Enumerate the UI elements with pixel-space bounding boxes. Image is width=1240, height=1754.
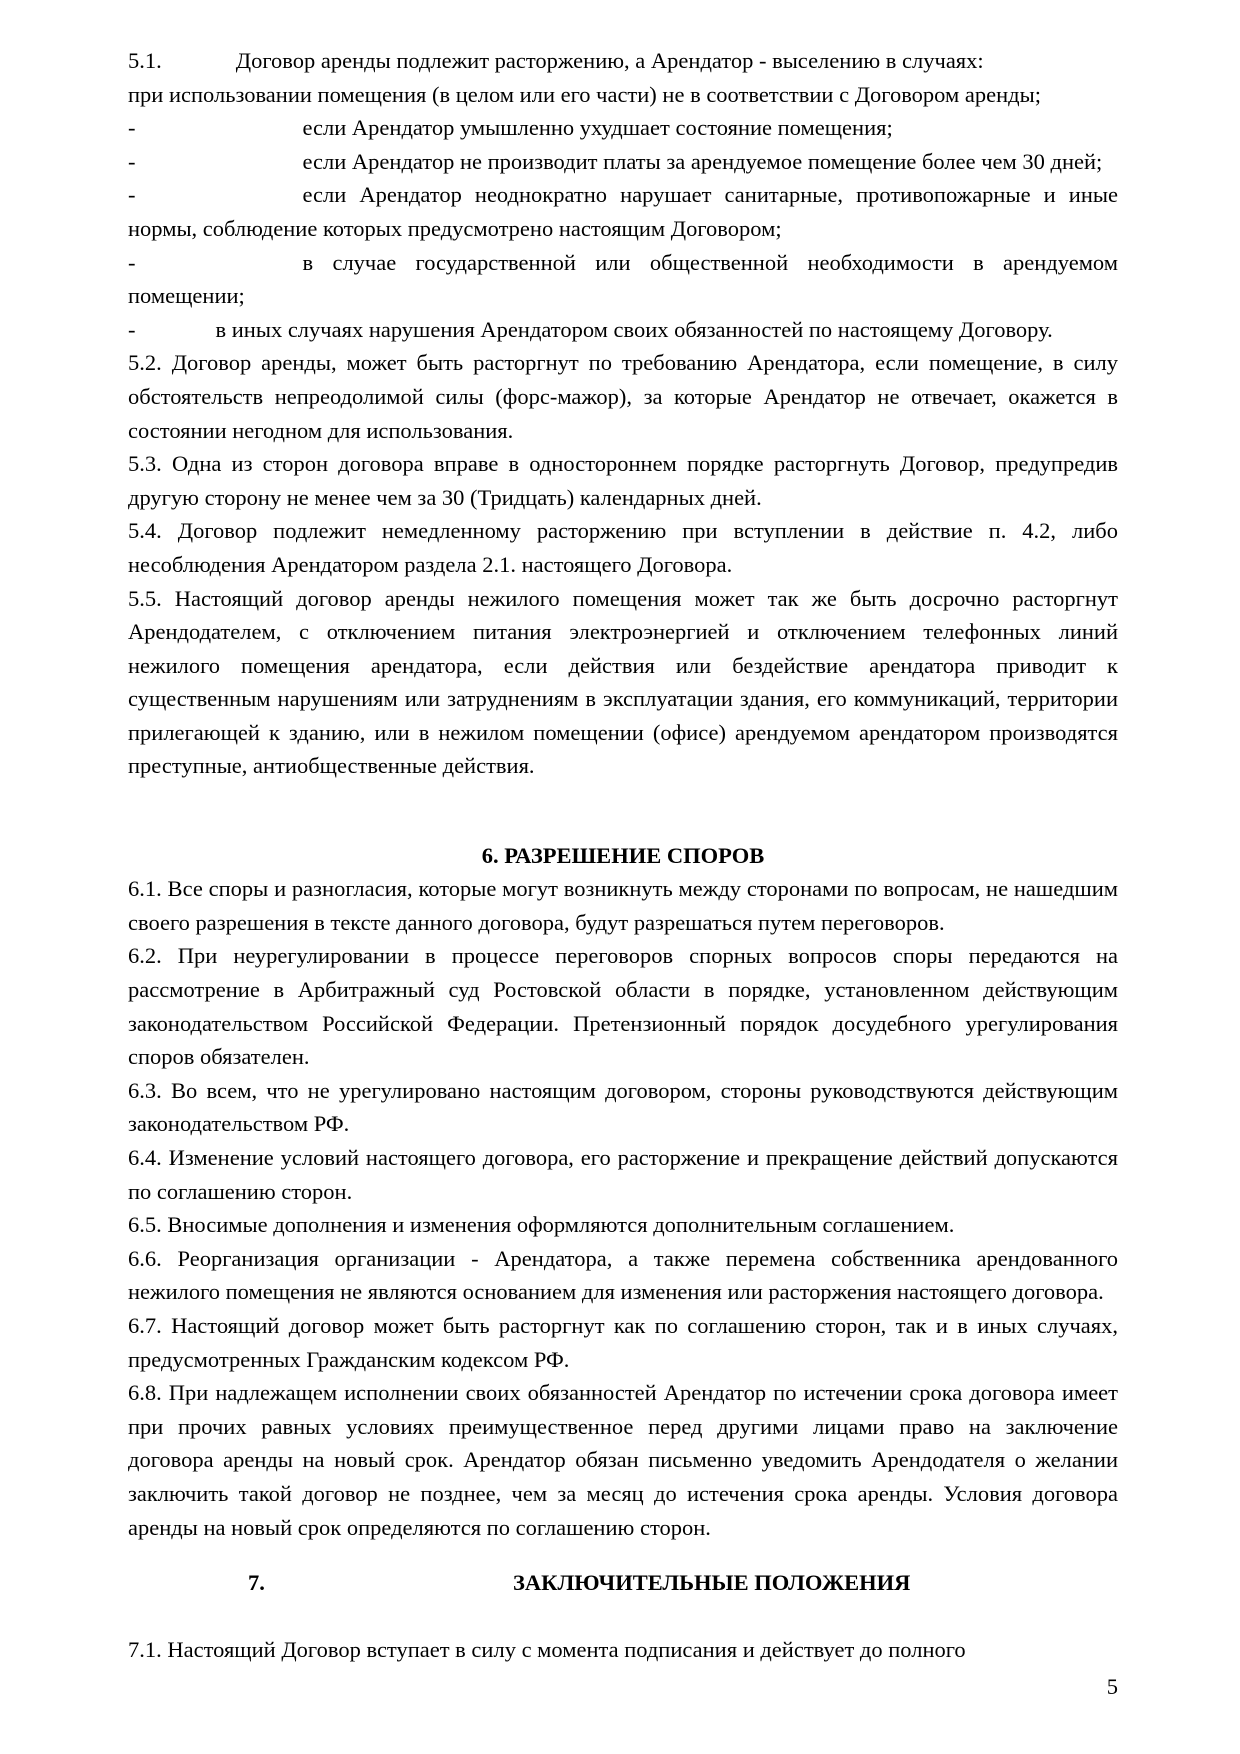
- section-gap: [128, 1600, 1118, 1634]
- clause-5-1: [128, 44, 1118, 78]
- clause-5-5: 5.5. Настоящий договор аренды нежилого помещения может так же быть досрочно расторгнут Арендодателем, с отключением питания электроэнергией и отключением телефонных линий нежилого помещения арендатора, если действия или бездействие арендатора приводит к существенным нарушениям или затруднениям в эксплуатации здания, его коммуникаций, территории прилегающей к зданию, или в нежилом помещении (офисе) арендуемом арендатором производятся преступные, антиобщественные действия.: [128, 585, 1118, 779]
- bullet-text: в случае государственной или общественной необходимости в арендуемом помещении;: [128, 249, 1118, 309]
- section-7-heading-number: 7.: [248, 1570, 265, 1596]
- clause-6-8: 6.8. При надлежащем исполнении своих обязанностей Арендатор по истечении срока договора имеет при прочих равных условиях преимущественное перед другими лицами право на заключение договора аренды на новый срок. Арендатор обязан письменно уведомить Арендодателя о желании заключить такой договор не позднее, чем за месяц до истечения срока аренды. Условия договора аренды на новый срок определяются по соглашению сторон.: [128, 1380, 1118, 1540]
- clause-6-6: 6.6. Реорганизация организации - Арендатора, а также перемена собственника арендованного нежилого помещения не являются основанием для изменения или расторжения настоящего договора.: [128, 1245, 1118, 1305]
- clause-7-1: 7.1. Настоящий Договор вступает в силу с момента подписания и действует до полного: [128, 1637, 966, 1663]
- bullet-text: если Арендатор не производит платы за арендуемое помещение более чем 30 дней;: [302, 148, 1103, 174]
- clause-5-1-bullet-3: [128, 178, 1118, 245]
- page-number: 5: [1106, 1674, 1118, 1699]
- bullet-marker: -: [128, 115, 136, 141]
- bullet-text: в иных случаях нарушения Арендатором своих обязанностей по настоящему Договору.: [215, 316, 1053, 342]
- clause-6-7: 6.7. Настоящий договор может быть расторгнут как по соглашению сторон, так и в иных случаях, предусмотренных Гражданским кодексом РФ.: [128, 1312, 1118, 1372]
- clause-5-1-number: 5.1.: [128, 48, 162, 73]
- bullet-text: если Арендатор умышленно ухудшает состояние помещения;: [302, 115, 893, 141]
- clause-6-2: 6.2. При неурегулировании в процессе переговоров спорных вопросов споры передаются на рассмотрение в Арбитражный суд Ростовской области в порядке, установленном действующим законодательством Российской Федерации. Претензионный порядок досудебного урегулирования споров обязателен.: [128, 943, 1118, 1070]
- document-body: [128, 44, 1118, 1667]
- clause-5-1-bullet-4: [128, 246, 1118, 313]
- clause-5-1-bullet-2: [128, 145, 1118, 179]
- clause-6-5: 6.5. Вносимые дополнения и изменения оформляются дополнительным соглашением.: [128, 1212, 955, 1238]
- bullet-marker: -: [128, 316, 136, 342]
- clause-5-1-continuation: при использовании помещения (в целом или его части) не в соответствии с Договором аренды;: [128, 81, 1041, 107]
- section-7-heading: [128, 1566, 1118, 1600]
- clause-5-1-bullet-5: [128, 313, 1118, 347]
- section-gap: [128, 1544, 1118, 1566]
- clause-5-1-bullet-1: [128, 111, 1118, 145]
- section-gap: [128, 783, 1118, 817]
- clause-6-4: 6.4. Изменение условий настоящего договора, его расторжение и прекращение действий допускаются по соглашению сторон.: [128, 1145, 1118, 1204]
- clause-5-1-text: Договор аренды подлежит расторжению, а Арендатор - выселению в случаях:: [235, 48, 984, 73]
- bullet-marker: -: [128, 148, 136, 174]
- clause-5-3: 5.3. Одна из сторон договора вправе в одностороннем порядке расторгнуть Договор, предупредив другую сторону не менее чем за 30 (Тридцать) календарных дней.: [128, 451, 1118, 510]
- section-gap: [128, 817, 1118, 839]
- section-7-heading-title: ЗАКЛЮЧИТЕЛЬНЫЕ ПОЛОЖЕНИЯ: [513, 1570, 911, 1596]
- bullet-marker: -: [128, 249, 136, 275]
- bullet-marker: -: [128, 182, 136, 208]
- clause-5-2: 5.2. Договор аренды, может быть расторгнут по требованию Арендатора, если помещение, в силу обстоятельств непреодолимой силы (форс-мажор), за которые Арендатор не отвечает, окажется в состоянии негодном для использования.: [128, 350, 1118, 443]
- bullet-text: если Арендатор неоднократно нарушает санитарные, противопожарные и иные нормы, соблюдение которых предусмотрено настоящим Договором;: [128, 182, 1118, 241]
- clause-5-4: 5.4. Договор подлежит немедленному расторжению при вступлении в действие п. 4.2, либо несоблюдения Арендатором раздела 2.1. настоящего Договора.: [128, 518, 1118, 577]
- clause-6-3: 6.3. Во всем, что не урегулировано настоящим договором, стороны руководствуются действующим законодательством РФ.: [128, 1077, 1118, 1137]
- section-6-heading: 6. РАЗРЕШЕНИЕ СПОРОВ: [481, 842, 765, 868]
- clause-6-1: 6.1. Все споры и разногласия, которые могут возникнуть между сторонами по вопросам, не нашедшим своего разрешения в тексте данного договора, будут разрешаться путем переговоров.: [128, 876, 1118, 935]
